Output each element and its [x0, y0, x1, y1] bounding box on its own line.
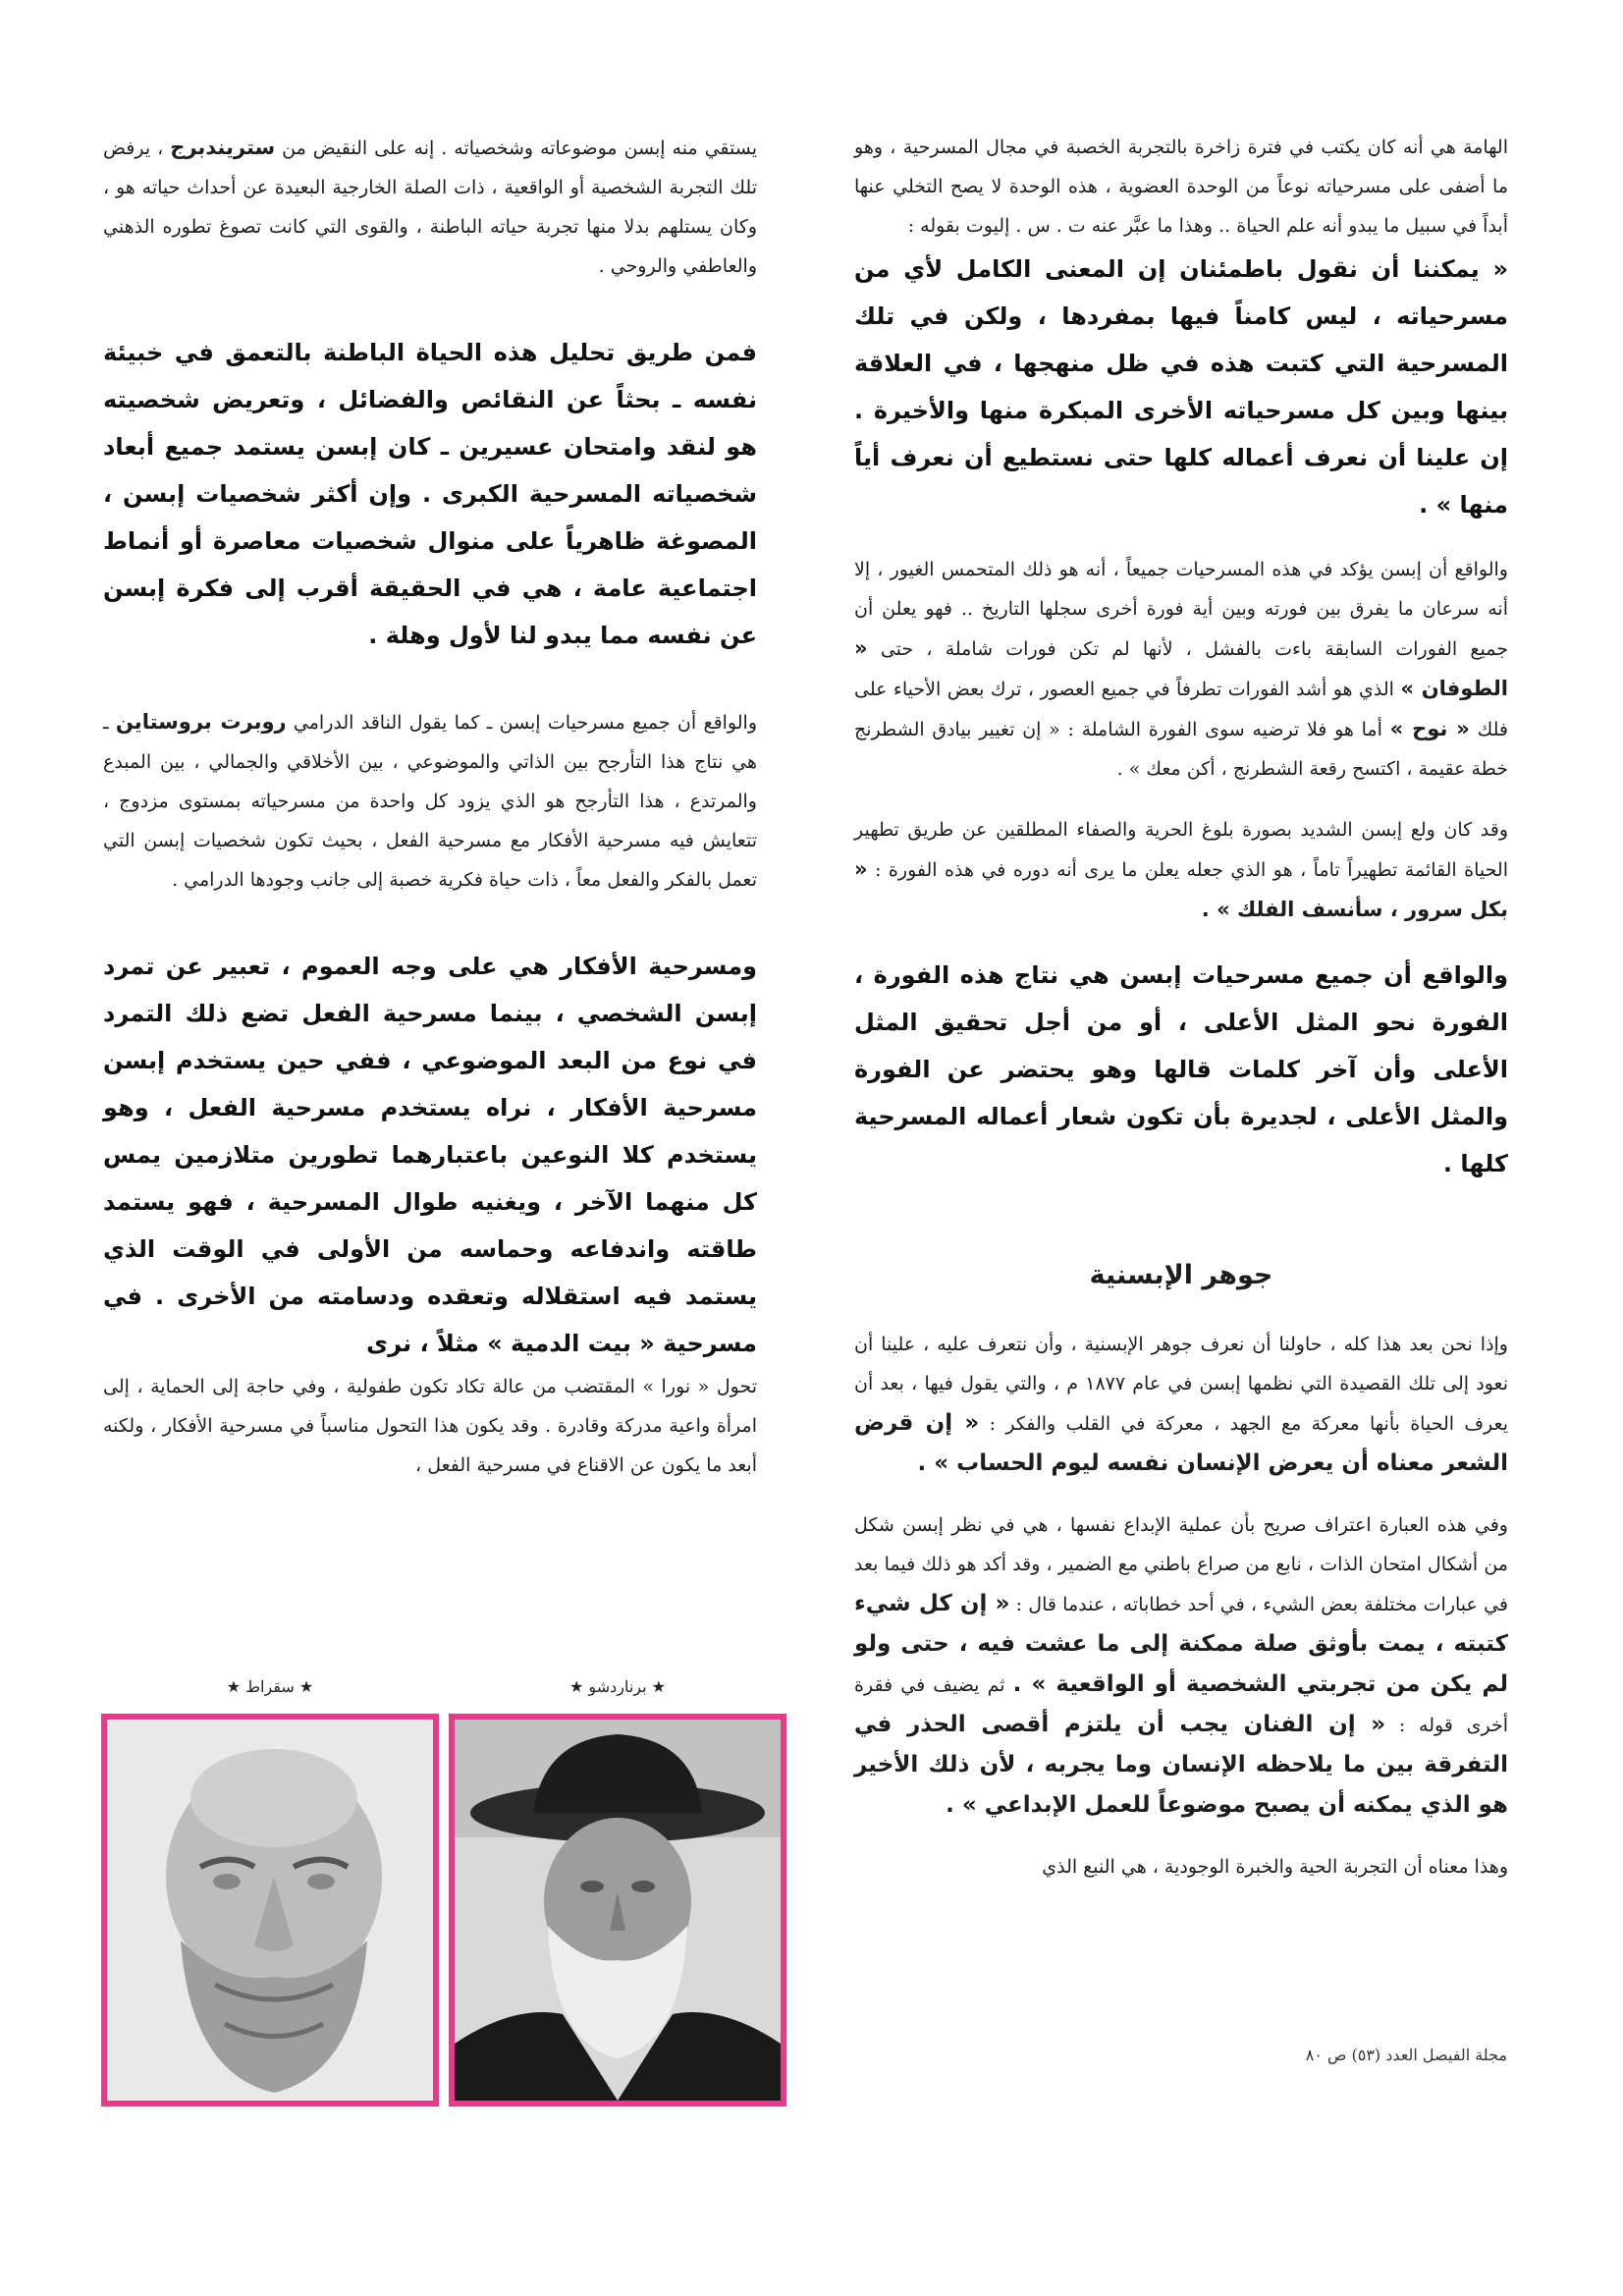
paragraph: تحول « نورا » المقتضب من عالة تكاد تكون طفولية ، وفي حاجة إلى الحماية ، إلى امرأة واعية مدركة وقادرة . وقد يكون هذا التحول مناسباً في مسرحية الأفكار ، ولكنه أبعد ما يكون عن الاقناع في مسرحية الفعل ، [103, 1376, 757, 1476]
right-column [854, 128, 1508, 1908]
paragraph-text: الهامة هي أنه كان يكتب في فترة زاخرة بالتجربة الخصبة في مجال المسرحية ، وهو ما أضفى على مسرحياته نوعاً من الوحدة العضوية ، هذه الوحدة لا يصح التخلي عنها أبداً في سبيل ما يبدو أنه علم الحياة .. وهذا ما عبَّر عنه ت . س . إليوت بقوله : [854, 137, 1508, 237]
paragraph-text: وفي هذه العبارة اعتراف صريح بأن عملية الإبداع نفسها ، هي في نظر إبسن شكل من أشكال امتحان الذات ، نابع من صراع باطني مع الضمير ، وقد أكد هو ذلك فيما بعد في عبارات مختلفة بعض الشيء ، في أحد خطاباته ، عندما قال : [854, 1514, 1508, 1615]
keyword: « إن الفنان يجب أن يلتزم أقصى الحذر في التفرقة بين ما يلاحظه الإنسان وما يجربه ، لأن ذلك الأخير هو الذي يمكنه أن يصبح موضوعاً للعمل الإبداعي » . [854, 1712, 1508, 1818]
photo-caption-socrates: ★ سقراط ★ [226, 1677, 314, 1696]
paragraph [854, 1505, 1508, 1826]
keyword: ستريندبرج [170, 136, 276, 159]
keyword: « إن قرض الشعر معناه أن يعرض الإنسان نفسه ليوم الحساب » . [854, 1410, 1508, 1476]
section-heading: جوهر الإبسنية [1089, 1260, 1273, 1290]
paragraph-text: وقد كان ولع إبسن الشديد بصورة بلوغ الحرية والصفاء المطلقين عن طريق تطهير الحياة القائمة تطهيراً تاماً ، هو الذي جعله يعلن ما يرى أنه دوره في هذه الفورة : [854, 819, 1508, 881]
paragraph: وهذا معناه أن التجربة الحية والخبرة الوجودية ، هي النبع الذي [1042, 1856, 1508, 1878]
paragraph-text: ثم يضيف في فقرة أخرى قوله : [854, 1674, 1508, 1736]
keyword: « الطوفان » [854, 636, 1508, 700]
photo-caption-shaw: ★ برناردشو ★ [569, 1677, 666, 1696]
shaw-portrait-image [455, 1720, 781, 2101]
eliot-quote: « يمكننا أن نقول باطمئنان إن المعنى الكامل لأي من مسرحياته ، ليس كامناً فيها بمفردها ، ولكن في تلك المسرحية التي كتبت هذه في ظل منهجها ، في العلاقة بينها وبين كل مسرحياته الأخرى المبكرة منها والأخيرة . إن علينا أن نعرف أعماله كلها حتى نستطيع أن نعرف أياً منها » . [854, 255, 1508, 519]
paragraph-bold: فمن طريق تحليل هذه الحياة الباطنة بالتعمق في خبيئة نفسه ـ بحثاً عن النقائص والفضائل ، وتعريض شخصيته هو لنقد وامتحان عسيرين ـ كان إبسن يستمد جميع أبعاد شخصياته المسرحية الكبرى . وإن أكثر شخصيات إبسن ، المصوغة ظاهرياً على منوال شخصيات معاصرة أو أنماط اجتماعية عامة ، هي في الحقيقة أقرب إلى فكرة إبسن عن نفسه مما يبدو لنا لأول وهلة . [103, 339, 757, 649]
paragraph-text: والواقع أن جميع مسرحيات إبسن ـ كما يقول الناقد الدرامي [293, 712, 757, 734]
paragraph-text: وإذا نحن بعد هذا كله ، حاولنا أن نعرف جوهر الإبسنية ، وأن نتعرف عليه ، علينا أن نعود إلى تلك القصيدة التي نظمها إبسن في عام ١٨٧٧ م ، والتي يقول فيها ، بعد أن يعرف الحياة بأنها معركة مع الجهد ، معركة في القلب والفكر : [854, 1334, 1509, 1435]
paragraph-text: والواقع أن إبسن يؤكد في هذه المسرحيات جميعاً ، أنه هو ذلك المتحمس الغيور ، إلا أنه سرعان ما يفرق بين فورته وبين أية فورة أخرى سجلها التاريخ .. فهو يعلن أن جميع الفورات السابقة باءت بالفشل ، لأنها لم تكن فورات شاملة ، حتى [854, 559, 1508, 660]
shaw-photo [449, 1714, 786, 2106]
keyword: « بكل سرور ، سأنسف الفلك » . [854, 857, 1508, 921]
paragraph-bold: والواقع أن جميع مسرحيات إبسن هي نتاج هذه الفورة ، الفورة نحو المثل الأعلى ، أو من أجل تحقيق المثل الأعلى وأن آخر كلمات قالها وهو يحتضر عن الفورة والمثل الأعلى ، لجديرة بأن تكون شعار أعماله المسرحية كلها . [854, 961, 1508, 1177]
paragraph [854, 550, 1508, 789]
paragraph [854, 1325, 1508, 1484]
paragraph-text: أما هو فلا ترضيه سوى الفورة الشاملة : « إن تغيير بيادق الشطرنج خطة عقيمة ، اكتسح رقعة الشطرنج ، أكن معك » . [854, 719, 1508, 780]
paragraph-text: ـ هي نتاج هذا التأرجح بين الذاتي والموضوعي ، بين الأخلاقي والجمالي ، بين المبدع والمرتدع ، هذا التأرجح هو الذي يزود كل واحدة من مسرحياته بمستوى مزدوج ، تتعايش فيه مسرحية الأفكار مع مسرحية الفعل ، بحيث تكون شخصيات إبسن التي تعمل بالفكر والفعل معاً ، ذات حياة فكرية خصبة إلى جانب وجودها الدرامي . [103, 712, 757, 891]
paragraph [854, 128, 1508, 246]
socrates-photo [101, 1714, 439, 2106]
paragraph [103, 702, 757, 900]
keyword: « نوح » [1389, 717, 1470, 740]
keyword: روبرت بروستاين [115, 710, 287, 734]
page-footer: مجلة الفيصل العدد (٥٣) ص ٨٠ [1305, 2046, 1507, 2064]
left-column [103, 128, 757, 1506]
keyword: « إن كل شيء كتبته ، يمت بأوثق صلة ممكنة إلى ما عشت فيه ، حتى ولو لم يكن من تجربتي الشخصية أو الواقعية » . [854, 1591, 1508, 1697]
socrates-bust-image [107, 1720, 433, 2101]
paragraph [854, 810, 1508, 930]
paragraph-bold: ومسرحية الأفكار هي على وجه العموم ، تعبير عن تمرد إبسن الشخصي ، بينما مسرحية الفعل تضع ذلك التمرد في نوع من البعد الموضوعي ، ففي حين يستخدم إبسن مسرحية الأفكار ، نراه يستخدم مسرحية الفعل ، وهو يستخدم كلا النوعين باعتبارهما تطورين متلازمين يمس كل منهما الآخر ، ويغنيه طوال المسرحية ، فهو يستمد طاقته واندفاعه وحماسه من الأولى في الوقت الذي يستمد فيه استقلاله وتعقده ودسامته من الأخرى . في مسرحية « بيت الدمية » مثلاً ، نرى [103, 953, 757, 1357]
paragraph [103, 128, 757, 286]
paragraph-text: الذي هو أشد الفورات تطرفاً في جميع العصور ، ترك بعض الأحياء على فلك [854, 679, 1508, 740]
paragraph-text: يستقي منه إبسن موضوعاته وشخصياته . إنه على النقيض من [282, 137, 757, 159]
paragraph-text: ، يرفض تلك التجربة الشخصية أو الواقعية ، ذات الصلة الخارجية البعيدة عن أحداث حياته هو ، وكان يستلهم بدلا منها تجربة حياته الباطنة ، والقوى التي كانت تصوغ تطوره الذهني والعاطفي والروحي . [103, 137, 757, 277]
